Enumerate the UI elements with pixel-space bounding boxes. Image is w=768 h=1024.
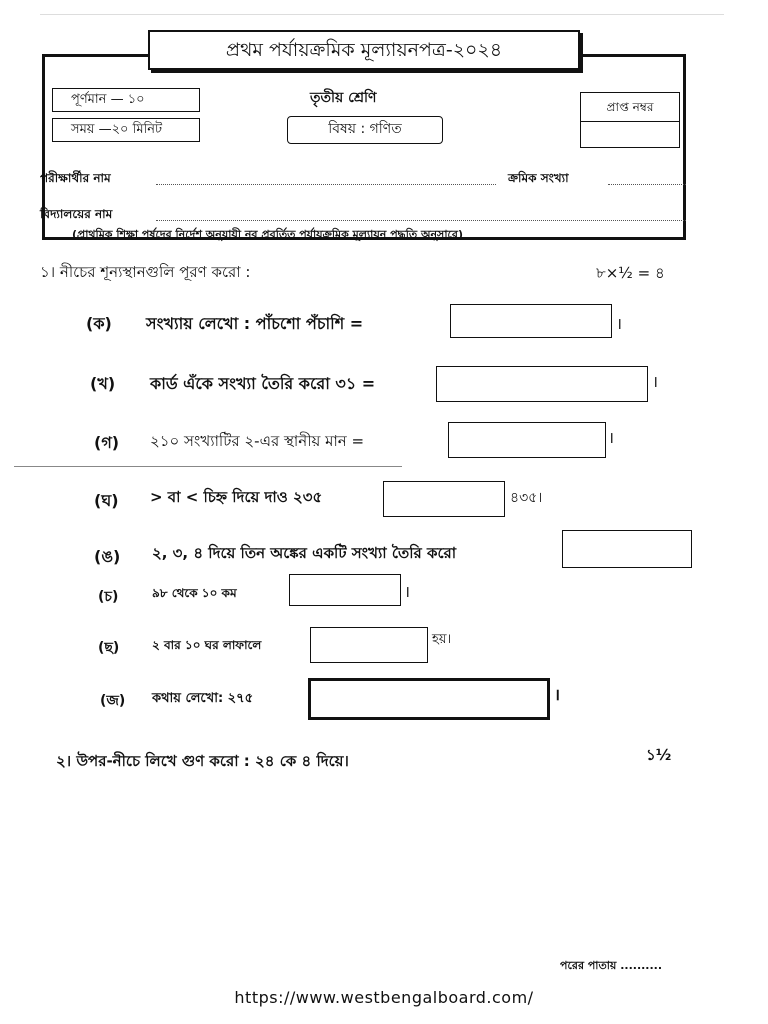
item-ka-label: (ক) <box>86 314 112 333</box>
item-cha-text: ৯৮ থেকে ১০ কম <box>152 586 237 600</box>
school-name-label: বিদ্যালয়ের নাম <box>40 207 113 221</box>
item-kha-label: (খ) <box>90 374 116 393</box>
q1-marks: ৮×½ = ৪ <box>596 264 665 282</box>
full-marks: পূর্ণমান — ১০ <box>52 88 200 112</box>
next-page-note: পরের পাতায় .......... <box>560 959 663 972</box>
instruction-note: (প্রাথমিক শিক্ষা পর্ষদের নির্দেশ অনুযায়ী নব প্রবর্তিত পর্যায়ক্রমিক মূল্যায়ন পদ্ধতি অনুসারে) <box>72 228 464 241</box>
section-divider <box>14 466 402 467</box>
roll-line[interactable] <box>608 184 686 185</box>
item-cha-suffix: । <box>404 582 411 601</box>
answer-box-cha[interactable] <box>289 574 401 606</box>
answer-box-gha[interactable] <box>383 481 505 517</box>
q2-heading: ২। উপর-নীচে লিখে গুণ করো : ২৪ কে ৪ দিয়ে। <box>56 752 349 770</box>
answer-box-ga[interactable] <box>448 422 606 458</box>
subject-label: বিষয় : গণিত <box>287 116 443 144</box>
item-kha-text: কার্ড এঁকে সংখ্যা তৈরি করো ৩১ = <box>150 374 376 393</box>
student-name-label: পরীক্ষার্থীর নাম <box>40 171 111 185</box>
item-chha-label: (ছ) <box>98 640 120 656</box>
item-gha-suffix: ৪৩৫। <box>510 490 543 506</box>
item-gha-label: (ঘ) <box>94 491 119 510</box>
item-ga-text: ২১০ সংখ্যাটির ২-এর স্থানীয় মান = <box>150 432 365 450</box>
answer-box-nga[interactable] <box>562 530 692 568</box>
item-ka-suffix: । <box>616 314 623 333</box>
item-chha-suffix: হয়। <box>432 632 452 647</box>
item-ga-label: (গ) <box>94 433 120 452</box>
item-nga-text: ২, ৩, ৪ দিয়ে তিন অঙ্কের একটি সংখ্যা তৈরি করো <box>152 544 457 562</box>
item-ja-suffix: । <box>554 685 561 704</box>
item-ga-suffix: । <box>608 428 615 447</box>
answer-box-kha[interactable] <box>436 366 648 402</box>
time-limit: সময় —২০ মিনিট <box>52 118 200 142</box>
q1-heading: ১। নীচের শূন্যস্থানগুলি পূরণ করো : <box>40 263 251 281</box>
item-ja-label: (জ) <box>100 693 126 709</box>
roll-label: ক্রমিক সংখ্যা <box>508 171 569 185</box>
answer-box-ka[interactable] <box>450 304 612 338</box>
item-kha-suffix: । <box>652 372 659 391</box>
obtained-marks-label: প্রাপ্ত নম্বর <box>581 93 679 122</box>
grade-label: তৃতীয় শ্রেণি <box>310 90 377 106</box>
item-nga-label: (ঙ) <box>94 547 121 566</box>
page-title: প্রথম পর্যায়ক্রমিক মূল্যায়নপত্র-২০২৪ <box>148 30 580 70</box>
item-ja-text: কথায় লেখো: ২৭৫ <box>152 691 254 706</box>
top-rule <box>40 14 724 15</box>
item-gha-text: > বা < চিহ্ন দিয়ে দাও ২৩৫ <box>150 488 323 506</box>
footer-url[interactable]: https://www.westbengalboard.com/ <box>234 988 534 1007</box>
answer-box-chha[interactable] <box>310 627 428 663</box>
student-name-line[interactable] <box>156 184 496 185</box>
school-name-line[interactable] <box>156 220 686 221</box>
item-ka-text: সংখ্যায় লেখো : পাঁচশো পঁচাশি = <box>146 314 364 333</box>
obtained-marks-box <box>580 92 680 148</box>
item-chha-text: ২ বার ১০ ঘর লাফালে <box>152 638 262 652</box>
answer-box-ja[interactable] <box>308 678 550 720</box>
q2-marks: ১½ <box>646 746 672 764</box>
item-cha-label: (চ) <box>98 589 119 605</box>
